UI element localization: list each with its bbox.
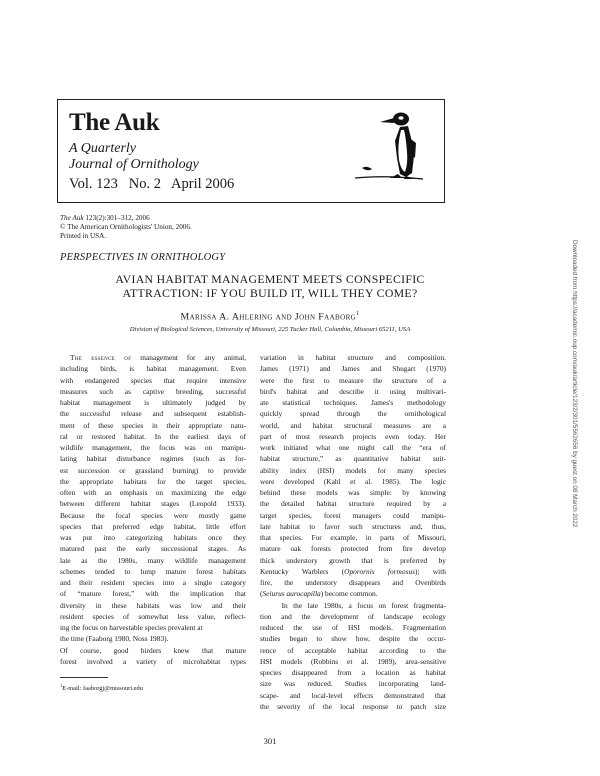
lead-in-small-caps: The essence of xyxy=(70,353,132,362)
text-line: ment of these species in their appropriate natu- xyxy=(60,420,246,430)
footnote xyxy=(60,683,143,692)
text-line: HSI models (Robbins et al. 1989), area-sensitive xyxy=(260,656,446,666)
footnote-divider xyxy=(60,677,108,678)
lead-in-rest: management for any animal, xyxy=(131,353,246,362)
text-line: diversity in these habitats was low and their xyxy=(60,600,246,610)
great-auk-logo-icon xyxy=(354,108,424,180)
citation-pages: 123(2):301–312, 2006 xyxy=(83,214,150,222)
text-line: mature oak forests protected from fire develop xyxy=(260,544,446,554)
text-span: ( xyxy=(260,589,263,599)
text-line: James (1971) and James and Shugart (1970) xyxy=(260,364,446,374)
text-line: the time (Faaborg 1980, Noss 1983). xyxy=(60,634,169,644)
author-names: Marissa A. Ahlering and John Faaborg xyxy=(180,311,357,323)
text-line: lating habitat disturbance regimes (such as for- xyxy=(60,454,246,464)
text-line: habitat structure,” as quantitative habitat suit- xyxy=(260,454,446,464)
text-line: measures such as captive breeding, successful xyxy=(60,386,246,396)
article-title-line2: ATTRACTION: IF YOU BUILD IT, WILL THEY COME? xyxy=(122,286,418,300)
text-line: quickly spread through the ornithological xyxy=(260,409,446,419)
text-line: ate statistical techniques. James's methodology xyxy=(260,398,446,407)
text-line xyxy=(260,588,446,599)
citation-block xyxy=(60,214,192,240)
text-span: ); with xyxy=(415,566,446,576)
journal-subtitle xyxy=(69,141,199,173)
text-line: scape- and local-level effects demonstrated that xyxy=(260,690,446,700)
volume-issue: Vol. 123 No. 2 April 2006 xyxy=(69,176,235,192)
text-line: target species, forest managers could manipu- xyxy=(260,510,446,520)
text-line: the appropriate habitats for the target species, xyxy=(60,476,246,486)
download-watermark: Downloaded from https://academic.oup.com/auk/article/123/2/301/5562656 by guest on 08 March 2022 xyxy=(571,240,578,528)
text-line: ral or restored habitat. In the earliest days of xyxy=(60,431,246,441)
text-line: of “mature forest,” with the implication that xyxy=(60,589,246,599)
body-column-right xyxy=(260,352,446,712)
text-line: studies began to show how, despite the occur- xyxy=(260,634,446,644)
text-line: In the late 1980s, a focus on forest fragmenta- xyxy=(260,600,446,610)
text-line: matured past the early successional stages. As xyxy=(60,544,246,554)
text-line: tion and the development of landscape ecology xyxy=(260,611,446,621)
text-line: including birds, is habitat management. Even xyxy=(60,364,246,374)
text-line: between different habitat stages (Leopold 1933). xyxy=(60,499,246,509)
authors xyxy=(60,311,480,322)
printed-line: Printed in USA. xyxy=(60,231,107,240)
text-line: that species. For example, in parts of Missouri, xyxy=(260,533,446,542)
footnote-email: E-mail: faaborgj@missouri.edu xyxy=(62,685,143,693)
text-line: with endangered species that require intensive xyxy=(60,375,246,385)
text-line: the detailed habitat structure required by a xyxy=(260,499,446,509)
text-line: reduced the use of HSI models. Fragmentation xyxy=(260,623,446,632)
citation-journal: The Auk xyxy=(60,214,84,222)
journal-masthead xyxy=(57,99,445,203)
text-line: Of course, good birders knew that mature xyxy=(60,645,246,655)
scientific-name: Seiurus aurocapilla xyxy=(262,589,321,599)
text-line: size was reduced. Studies incorporating land- xyxy=(260,679,446,689)
text-line: Because the focal species were mostly game xyxy=(60,510,246,520)
text-line: habitat management is ultimately judged by xyxy=(60,398,246,407)
text-line: behind these models was simple: by knowing xyxy=(260,488,446,497)
text-line: were developed (Kahl et al. 1985). The logic xyxy=(260,476,446,486)
footnote-mark: 1 xyxy=(60,683,63,688)
affiliation: Division of Biological Sciences, University of Missouri, 225 Tucker Hall, Columbia, Missouri 65211, USA xyxy=(129,326,411,333)
article-title-line1: AVIAN HABITAT MANAGEMENT MEETS CONSPECIFIC xyxy=(115,272,425,286)
text-line: world, and habitat structural measures are a xyxy=(260,420,446,430)
text-line: forest involved a variety of microhabitat types xyxy=(60,656,246,666)
journal-subtitle-line1: A Quarterly xyxy=(69,141,137,156)
text-line: was put into categorizing habitats once they xyxy=(60,533,246,542)
text-line: the severity of the local response to patch size xyxy=(260,701,446,711)
text-line: fire, the understory disappears and Ovenbirds xyxy=(260,578,446,587)
text-line: thick understory growth that is preferred by xyxy=(260,555,446,565)
text-line: rence of acceptable habitat according to the xyxy=(260,645,446,655)
text-line: schemes tended to lump mature forest habitats xyxy=(60,566,246,576)
text-line: bird's habitat and describe it using multivari- xyxy=(260,386,446,396)
text-line: resident species of somewhat less value, reflect- xyxy=(60,611,246,621)
text-line: and their resident species into a single category xyxy=(60,578,246,587)
text-line: part of most research projects even today. Her xyxy=(260,431,446,441)
journal-subtitle-line2: Journal of Ornithology xyxy=(69,157,199,172)
text-line: work initiated what one might call the “era of xyxy=(260,443,446,452)
text-line: often with an emphasis on maximizing the edge xyxy=(60,488,246,497)
text-line: the successful release and subsequent establish- xyxy=(60,409,246,419)
author-footnote-mark: 1 xyxy=(356,311,360,317)
text-line xyxy=(260,566,446,577)
text-line: species disappeared from a location as habitat xyxy=(260,668,446,677)
section-label: PERSPECTIVES IN ORNITHOLOGY xyxy=(60,252,226,263)
text-line: variation in habitat structure and composition. xyxy=(260,353,446,362)
text-line: ing the focus on harvestable species prevalent at xyxy=(60,623,203,632)
text-line: late as the 1980s, many wildlife management xyxy=(60,555,246,565)
text-line: ability index (HSI) models for many species xyxy=(260,465,446,475)
scientific-name: Oporornis formosus xyxy=(344,566,416,576)
text-line: species that preferred edge habitat, little effort xyxy=(60,521,246,531)
text-line: wildlife management, the focus was on manipu- xyxy=(60,443,246,452)
text-span: Kentucky Warblers ( xyxy=(260,566,345,576)
text-line: were the first to measure the structure of a xyxy=(260,375,446,385)
body-column-left xyxy=(60,352,246,667)
text-line: late habitat to favor such structures and, thus, xyxy=(260,521,446,531)
text-span: ) become common. xyxy=(320,589,378,599)
citation-line xyxy=(60,214,192,223)
page-number: 301 xyxy=(263,736,277,746)
journal-title: The Auk xyxy=(69,109,160,136)
text-line xyxy=(60,352,246,363)
text-line: est succession or grassland burning) to provide xyxy=(60,465,246,475)
copyright-line: © The American Ornithologists' Union, 2006. xyxy=(60,222,192,231)
